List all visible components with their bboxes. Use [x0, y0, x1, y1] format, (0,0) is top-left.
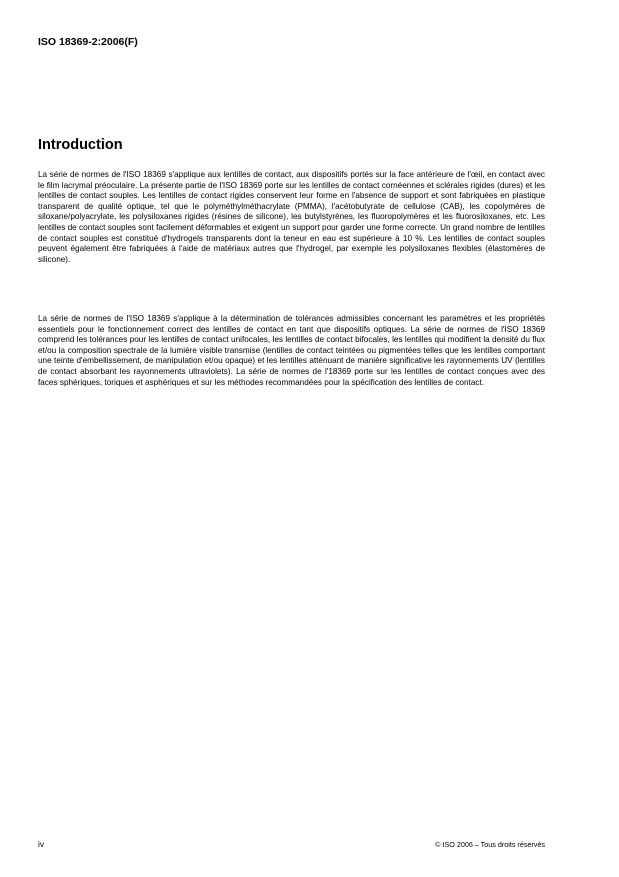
page-number: iv [38, 839, 45, 849]
document-id: ISO 18369-2:2006(F) [38, 36, 138, 48]
copyright-notice: © ISO 2006 – Tous droits réservés [435, 840, 545, 849]
section-title: Introduction [38, 137, 123, 153]
paragraph-1: La série de normes de l'ISO 18369 s'applique aux lentilles de contact, aux dispositifs portés sur la face antérieure de l'œil, en contact avec le film lacrymal préoculaire. La présente partie de l'ISO 18369 porte sur les lentilles de contact cornéennes et sclérales rigides (dures) et les lentilles de contact souples. Les lentilles de contact rigides conservent leur forme en l'absence de support et sont fabriquées en plastique transparent de qualité optique, tel que le polyméthylméthacrylate (PMMA), l'acétobutyrate de cellulose (CAB), les copolymères de siloxane/polyacrylate, les polysiloxanes rigides (résines de silicone), les butylstyrènes, les fluoropolymères et les fluorosiloxanes, etc. Les lentilles de contact souples sont facilement déformables et exigent un support pour garder une forme correcte. Un grand nombre de lentilles de contact souples est constitué d'hydrogels transparents dont la teneur en eau est supérieure à 10 %. Les lentilles de contact souples peuvent également être fabriquées à l'aide de matériaux autres que l'hydrogel, par exemple les polysiloxanes flexibles (élastomères de silicone). [38, 170, 545, 264]
paragraph-2: La série de normes de l'ISO 18369 s'applique à la détermination de tolérances admissibles concernant les paramètres et les propriétés essentiels pour le fonctionnement correct des lentilles de contact en tant que dispositifs optiques. La série de normes de l'ISO 18369 comprend les tolérances pour les lentilles de contact unifocales, les lentilles de contact bifocales, les lentilles qui modifient la densité du flux et/ou la composition spectrale de la lumière visible transmise (lentilles de contact teintées ou pigmentées telles que les lentilles comportant une teinte d'embellissement, de manipulation et/ou opaque) et les lentilles atténuant de manière significative les rayonnements UV (lentilles de contact absorbant les rayonnements ultraviolets). La série de normes de l'18369 porte sur les lentilles de contact conçues avec des faces sphériques, toriques et asphériques et sur les méthodes recommandées pour la spécification des lentilles de contact. [38, 314, 545, 387]
